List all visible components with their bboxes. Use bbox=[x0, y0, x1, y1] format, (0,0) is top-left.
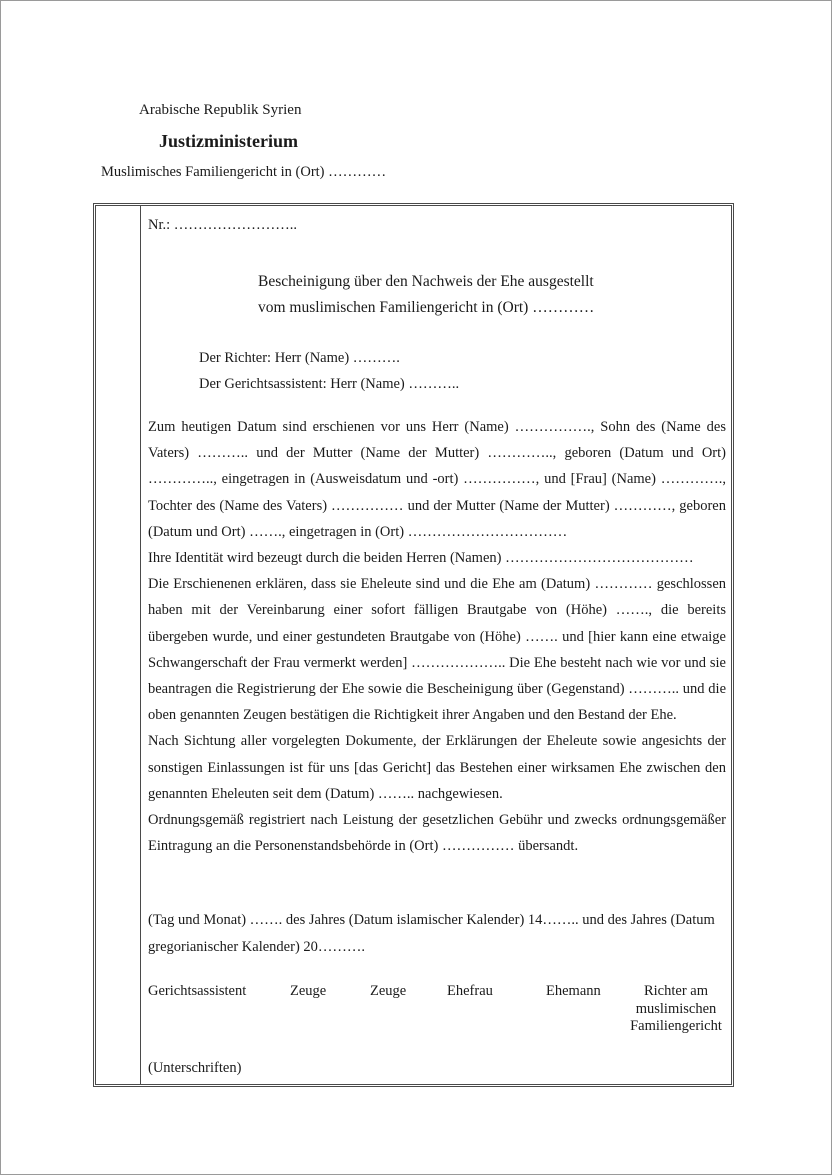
signature-witness-2: Zeuge bbox=[370, 983, 407, 999]
signature-judge-line-1: Richter am bbox=[643, 983, 709, 999]
signature-judge bbox=[626, 983, 726, 1036]
signatures-label: (Unterschriften) bbox=[148, 1060, 242, 1076]
registration-paragraph: Ordnungsgemäß registriert nach Leistung der gesetzlichen Gebühr und zwecks ordnungsgemäßer Eintragung an die Personenstandsbehörde in (Ort) …………… übersandt. bbox=[148, 812, 726, 855]
document-number: Nr.: …………………….. bbox=[148, 217, 298, 233]
signature-wife: Ehefrau bbox=[447, 983, 493, 999]
assistant-line: Der Gerichtsassistent: Herr (Name) ……….. bbox=[199, 376, 460, 392]
certificate-body bbox=[148, 414, 726, 859]
court-heading: Muslimisches Familiengericht in (Ort) ………… bbox=[101, 164, 387, 180]
identity-paragraph: Ihre Identität wird bezeugt durch die beiden Herren (Namen) ………………………………… bbox=[148, 550, 694, 567]
date-line: (Tag und Monat) ……. des Jahres (Datum islamischer Kalender) 14…….. und des Jahres (Datum gregorianischer Kalender) 20………. bbox=[148, 912, 715, 955]
margin-divider bbox=[140, 205, 141, 1085]
signature-judge-line-2: muslimischen bbox=[635, 1000, 717, 1017]
court-officials bbox=[199, 345, 459, 397]
republic-heading: Arabische Republik Syrien bbox=[139, 102, 302, 118]
document-title bbox=[258, 269, 594, 321]
signature-husband: Ehemann bbox=[546, 983, 601, 999]
signature-row bbox=[148, 983, 726, 1043]
appearance-paragraph: Zum heutigen Datum sind erschienen vor uns Herr (Name) ……………., Sohn des (Name des Vaters) ……….. und der Mutter (Name der Mutter) ………….., geboren (Datum und Ort) ………….., eingetragen in (Ausweisdatum und -ort) ……………, und [Frau] (Name) …………., Tochter des (Name des Vaters) …………… und der Mutter (Name der Mutter) …………, geboren (Datum und Ort) ……., eingetragen in (Ort) …………………………… bbox=[148, 419, 726, 540]
signature-assistant: Gerichtsassistent bbox=[148, 983, 247, 999]
judge-line: Der Richter: Herr (Name) ………. bbox=[199, 350, 400, 366]
declaration-paragraph: Die Erschienenen erklären, dass sie Eheleute sind und die Ehe am (Datum) ………… geschlossen haben mit der Vereinbarung einer sofort fälligen Brautgabe von (Höhe) ……., die bereits übergeben wurde, und einer gestundeten Brautgabe von (Höhe) ……. und [hier kann eine etwaige Schwangerschaft der Frau vermerkt werden] ……………….. Die Ehe besteht nach wie vor und sie beantragen die Registrierung der Ehe sowie die Bescheinigung über (Gegenstand) ……….. und die oben genannten Zeugen bestätigen die Richtigkeit ihrer Angaben und den Bestand der Ehe. bbox=[148, 576, 726, 724]
signature-judge-line-3: Familiengericht bbox=[630, 1018, 722, 1034]
signature-witness-1: Zeuge bbox=[290, 983, 327, 999]
title-line-1: Bescheinigung über den Nachweis der Ehe ausgestellt bbox=[258, 273, 594, 290]
finding-paragraph: Nach Sichtung aller vorgelegten Dokumente, der Erklärungen der Eheleute sowie angesichts der sonstigen Einlassungen ist für uns [das Gericht] das Bestehen einer wirksamen Ehe zwischen den genannten Eheleuten seit dem (Datum) …….. nachgewiesen. bbox=[148, 733, 726, 802]
title-line-2: vom muslimischen Familiengericht in (Ort) ………… bbox=[258, 299, 595, 316]
ministry-heading: Justizministerium bbox=[159, 131, 298, 151]
